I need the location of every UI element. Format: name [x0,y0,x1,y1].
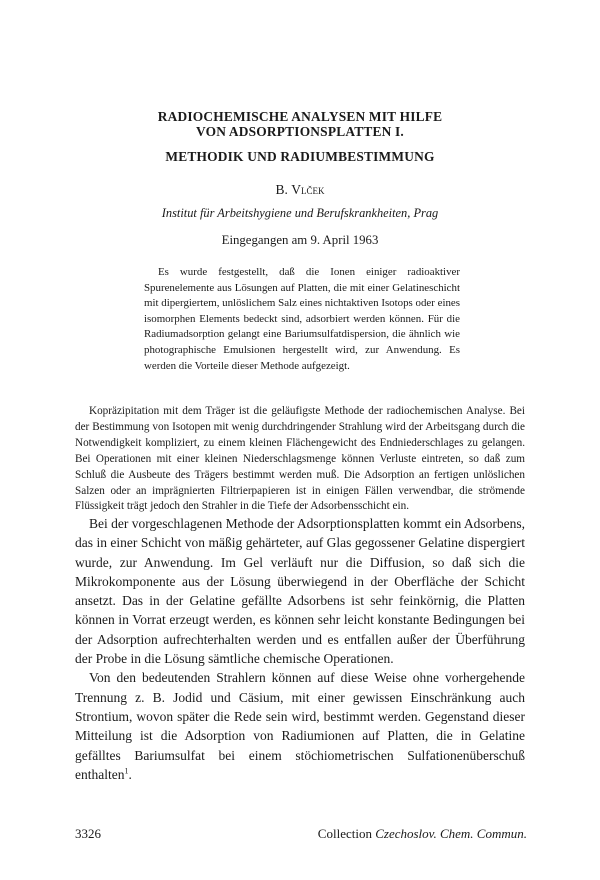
page-number: 3326 [75,826,101,841]
collection-label: Collection [317,826,376,841]
article-subtitle: METHODIK UND RADIUMBESTIMMUNG [165,149,435,164]
journal-name [318,826,527,842]
intro-paragraph: Kopräzipitation mit dem Träger ist die geläufigste Methode der radiochemischen Analyse. Bei der Bestimmung von Isotopen mit wenig durchdringender Strahlung wird der Arbeitsgang durch die Notwendigkeit kompliziert, zu einem kleinen Flächengewicht des Endniederschlages zu gelangen. Bei Operationen mit einer kleinen Niederschlagsmenge können Verluste eintreten, so daß zum Schluß die Ausbeute des Trägers bestimmt werden muß. Die Adsorption an fertigen unlöslichen Salzen oder an imprägnierten Filtrierpapieren ist in einigen Fällen verwendbar, die strömende Flüssigkeit trägt jedoch den Strahler in die Tiefe der Adsorbensschicht ein. [75,405,525,513]
author-surname: Vlček [291,182,325,197]
author-initial: B. [275,182,292,197]
institution: Institut für Arbeitshygiene und Berufskrankheiten, Prag [161,206,439,220]
body-paragraph-2 [75,668,525,784]
article-title-line-2: VON ADSORPTIONSPLATTEN I. [196,124,404,139]
body-paragraph-2-text: Von den bedeutenden Strahlern können auf diese Weise ohne vorhergehende Trennung z. B. Jodid und Cäsium, mit einer gewissen Einschränkung auch Strontium, wovon später die Rede sein wird, bestimmt werden. Gegenstand dieser Mitteilung ist die Adsorption von Radiumionen auf Platten, die in Gelatine gefälltes Bariumsulfat bei einem stöchiometrischen Sulfationenüberschuß enthalten [75,670,525,782]
body-text [75,514,525,784]
abstract [144,265,460,374]
received-date: Eingegangen am 9. April 1963 [221,233,379,247]
abstract-text: Es wurde festgestellt, daß die Ionen einiger radioaktiver Spurenelemente aus Lösungen auf Platten, die mit einer Gelatineschicht mit dipergiertem, unlöslichem Salz eines nichtaktiven Isotops oder eines isomorphen Elements bedeckt sind, adsorbiert werden können. Für die Radiumadsorption gelangt eine Bariumsulfatdispersion, die ähnlich wie photographische Emulsionen hergestellt wird, zur Anwendung. Es werden die Vorteile dieser Methode aufgezeigt. [144,266,460,372]
body-paragraph-1: Bei der vorgeschlagenen Methode der Adsorptionsplatten kommt ein Adsorbens, das in einer Schicht von mäßig gehärteter, auf Glas gegossener Gelatine dispergiert wurde, zur Anwendung. Im Gel verläuft nur die Diffusion, so daß sich die Mikrokomponente aus der Lösung überwiegend in der Oberfläche der Schicht ansetzt. Das in der Gelatine gefällte Adsorbens ist sehr feinkörnig, die Platten können in Vorrat erzeugt werden, es können sehr leicht konstante Bedingungen bei der Adsorption aufrechterhalten werden und es entfallen außer der Überführung der Probe in die Lösung sämtliche chemische Operationen. [75,516,525,667]
author [0,182,600,198]
introduction [75,404,525,515]
body-paragraph-2-end: . [128,766,132,782]
article-title-line-1: RADIOCHEMISCHE ANALYSEN MIT HILFE [157,109,443,124]
journal-abbreviation: Czechoslov. Chem. Commun. [375,826,527,841]
footnote-reference: 1 [124,766,129,776]
